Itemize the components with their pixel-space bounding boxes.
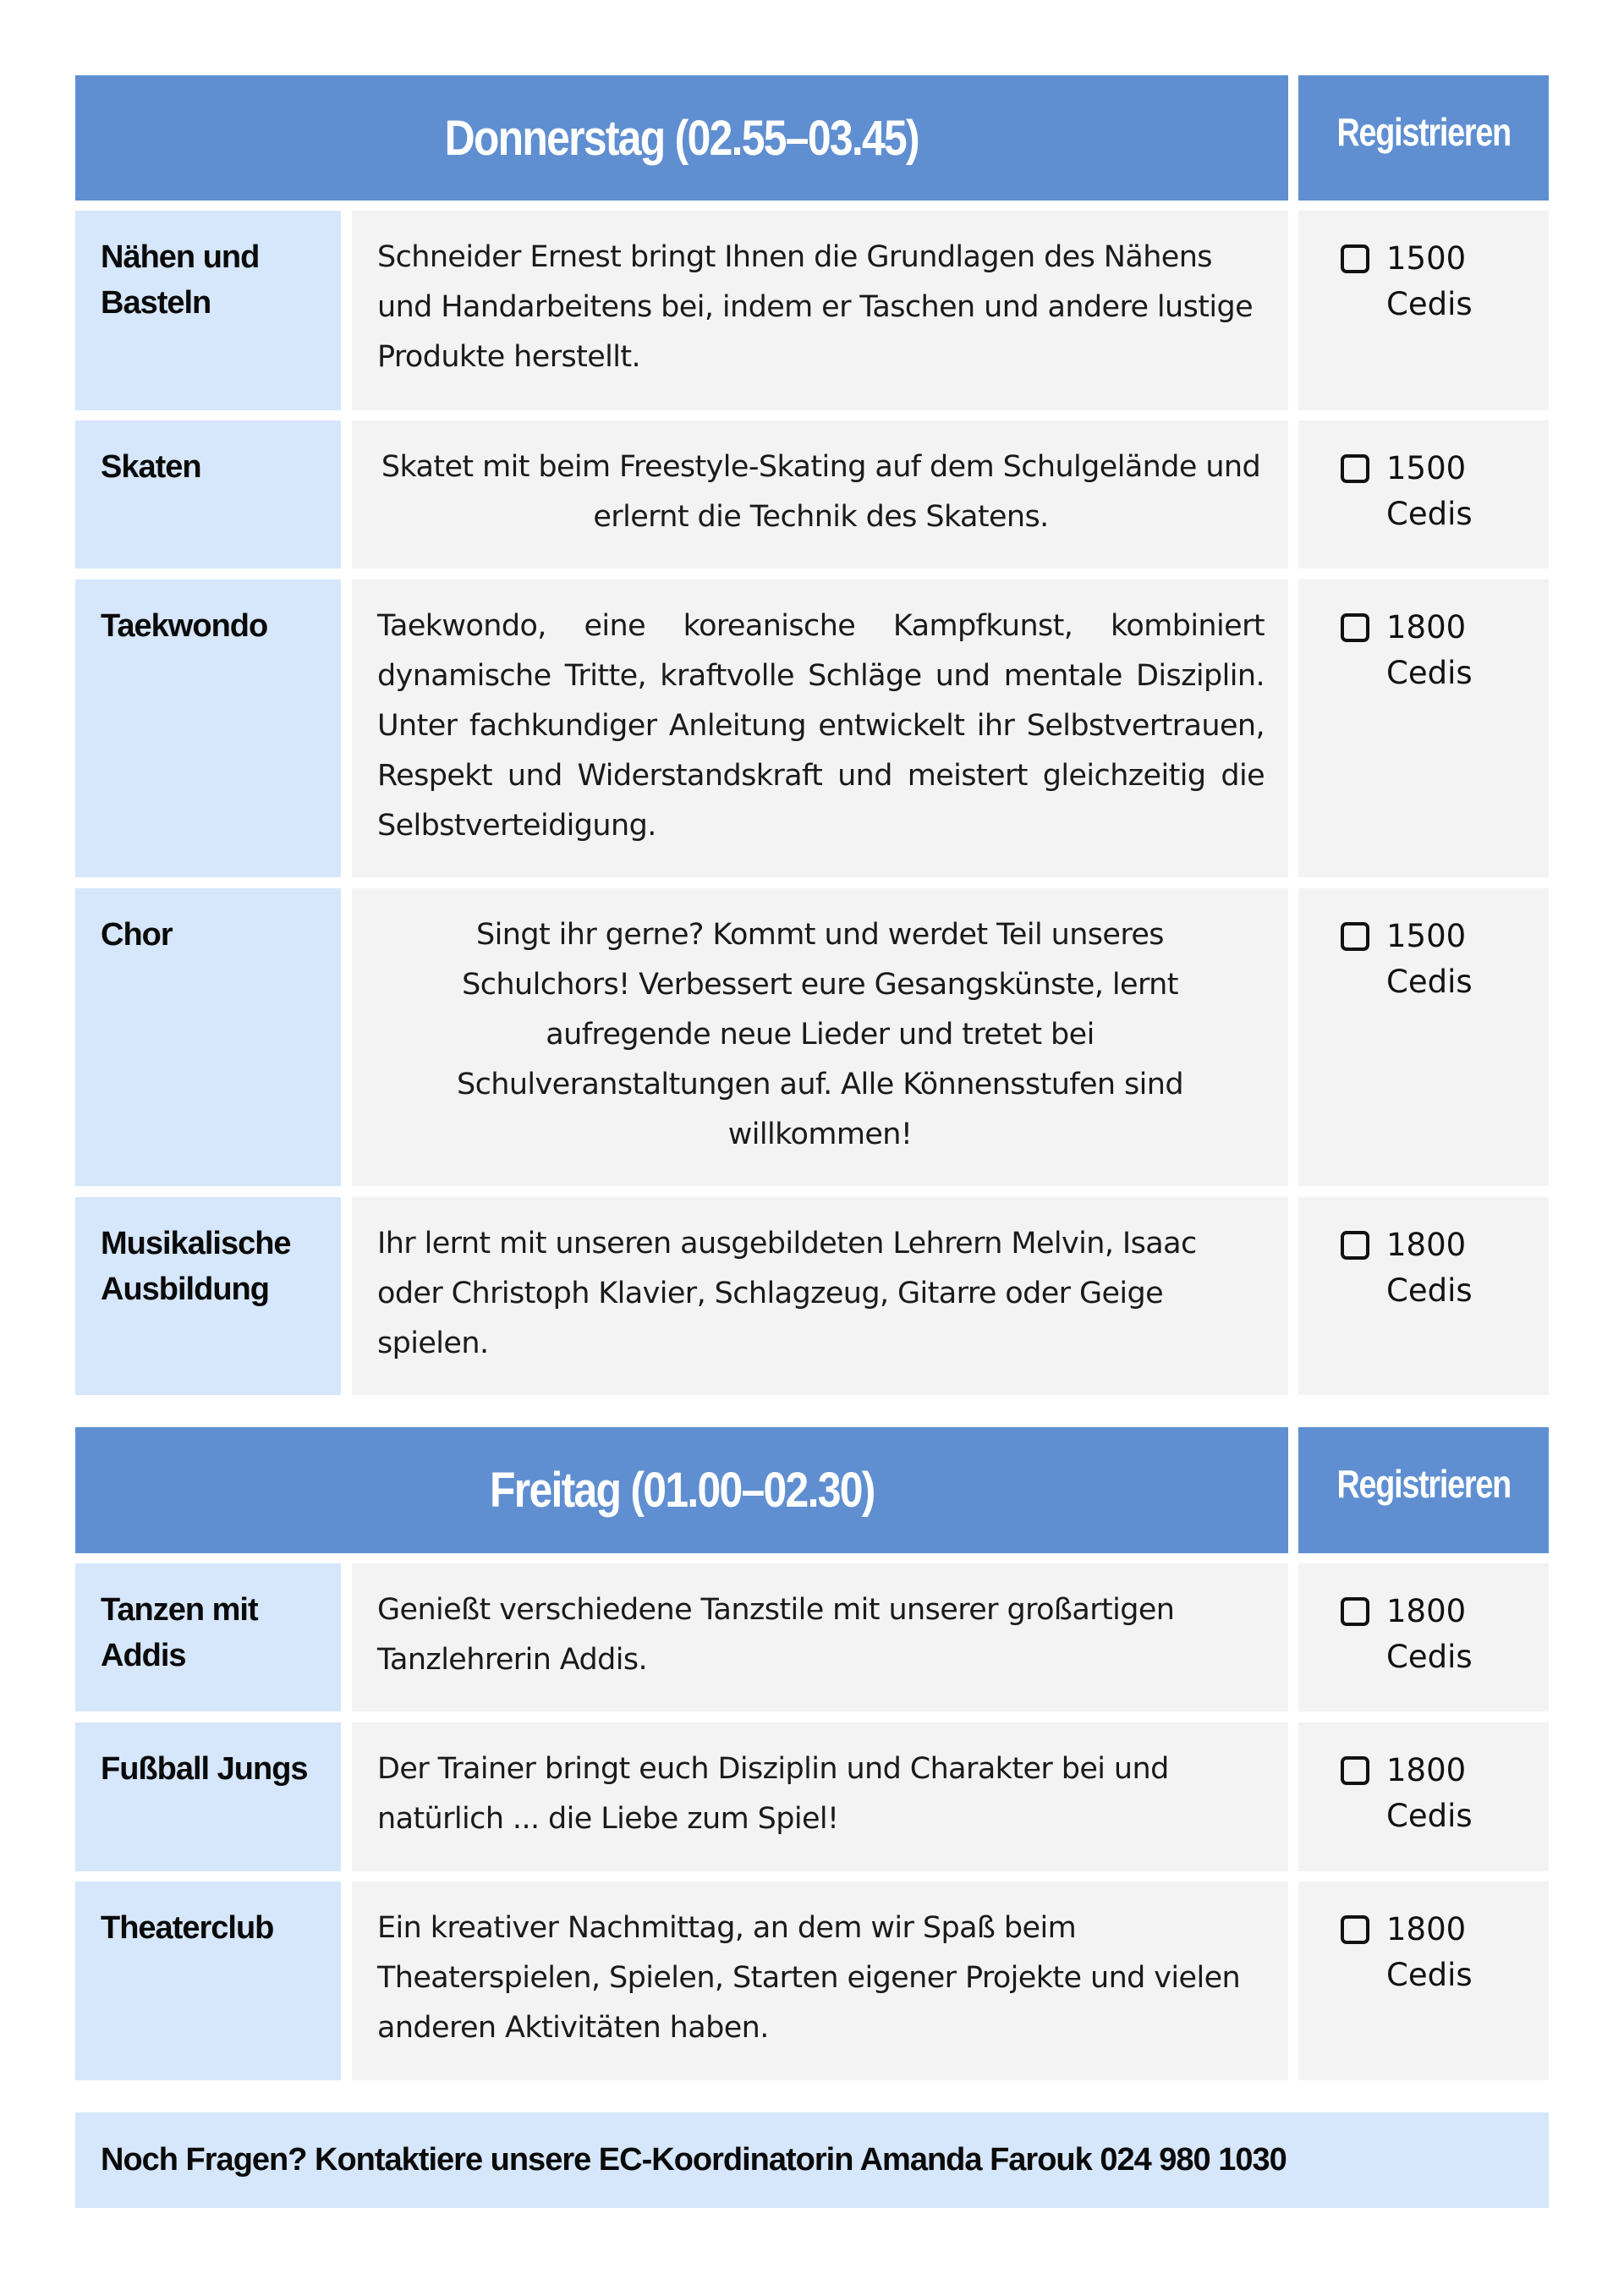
register-cell	[1298, 1197, 1549, 1395]
register-column-label: Registrieren	[1336, 1462, 1511, 1506]
activity-name: Taekwondo	[75, 579, 341, 877]
register-checkbox[interactable]	[1341, 613, 1369, 642]
price	[1386, 605, 1473, 696]
activity-description: Singt ihr gerne? Kommt und werdet Teil unseres Schulchors! Verbessert eure Gesangskünste, lernt aufregende neue Lieder und tretet bei Schulveranstaltungen auf. Alle Könnensstufen sind willkommen!	[352, 888, 1288, 1186]
activity-name: Fußball Jungs	[75, 1722, 341, 1871]
register-checkbox[interactable]	[1341, 1231, 1369, 1260]
price-currency: Cedis	[1386, 286, 1473, 322]
register-cell	[1298, 211, 1549, 410]
activity-name: Theaterclub	[75, 1881, 341, 2080]
price-amount: 1500	[1386, 918, 1467, 954]
register-checkbox[interactable]	[1341, 454, 1369, 483]
activity-description: Taekwondo, eine koreanische Kampfkunst, kombiniert dynamische Tritte, kraftvolle Schläge und mentale Disziplin. Unter fachkundiger Anleitung entwickelt ihr Selbstvertrauen, Respekt und Widerstandskraft und meistert gleichzeitig die Selbstverteidigung.	[352, 579, 1288, 877]
friday-register-header	[1298, 1427, 1549, 1553]
register-checkbox[interactable]	[1341, 1756, 1369, 1785]
price-currency: Cedis	[1386, 496, 1473, 532]
price-amount: 1800	[1386, 609, 1467, 645]
price	[1386, 1222, 1473, 1314]
price-currency: Cedis	[1386, 1639, 1473, 1675]
register-cell	[1298, 579, 1549, 877]
price-currency: Cedis	[1386, 655, 1473, 691]
price-amount: 1500	[1386, 240, 1467, 277]
thursday-header	[75, 75, 1288, 200]
register-checkbox[interactable]	[1341, 1915, 1369, 1944]
register-checkbox[interactable]	[1341, 922, 1369, 951]
section-title: Donnerstag (02.55–03.45)	[444, 110, 919, 166]
activity-description: Genießt verschiedene Tanzstile mit unserer großartigen Tanzlehrerin Addis.	[352, 1563, 1288, 1711]
price-amount: 1800	[1386, 1911, 1467, 1947]
register-cell	[1298, 420, 1549, 569]
register-cell	[1298, 1563, 1549, 1711]
activity-name: Chor	[75, 888, 341, 1186]
price-amount: 1500	[1386, 450, 1467, 486]
register-cell	[1298, 888, 1549, 1186]
price	[1386, 1589, 1473, 1680]
price-currency: Cedis	[1386, 964, 1473, 1000]
activity-name: Musikalische Ausbildung	[75, 1197, 341, 1395]
price-amount: 1800	[1386, 1227, 1467, 1263]
activity-name: Skaten	[75, 420, 341, 569]
activity-name: Tanzen mit Addis	[75, 1563, 341, 1711]
price-amount: 1800	[1386, 1752, 1467, 1788]
register-checkbox[interactable]	[1341, 1597, 1369, 1626]
activity-description: Ein kreativer Nachmittag, an dem wir Spaß beim Theaterspielen, Spielen, Starten eigener Projekte und vielen anderen Aktivitäten haben.	[352, 1881, 1288, 2080]
friday-header	[75, 1427, 1288, 1553]
activity-description: Schneider Ernest bringt Ihnen die Grundlagen des Nähens und Handarbeitens bei, indem er Taschen und andere lustige Produkte herstellt.	[352, 211, 1288, 410]
contact-footer	[75, 2112, 1549, 2208]
activity-description: Ihr lernt mit unseren ausgebildeten Lehrern Melvin, Isaac oder Christoph Klavier, Schlagzeug, Gitarre oder Geige spielen.	[352, 1197, 1288, 1395]
contact-text: Noch Fragen? Kontaktiere unsere EC-Koordinatorin Amanda Farouk 024 980 1030	[101, 2142, 1287, 2178]
price	[1386, 446, 1473, 537]
price	[1386, 1748, 1473, 1839]
price-currency: Cedis	[1386, 1798, 1473, 1834]
register-cell	[1298, 1881, 1549, 2080]
price-currency: Cedis	[1386, 1272, 1473, 1309]
register-column-label: Registrieren	[1336, 110, 1511, 154]
section-title: Freitag (01.00–02.30)	[489, 1463, 875, 1518]
register-checkbox[interactable]	[1341, 244, 1369, 273]
register-cell	[1298, 1722, 1549, 1871]
activity-name: Nähen und Basteln	[75, 211, 341, 410]
price	[1386, 236, 1473, 327]
activity-description: Der Trainer bringt euch Disziplin und Charakter bei und natürlich ... die Liebe zum Spiel!	[352, 1722, 1288, 1871]
price-currency: Cedis	[1386, 1957, 1473, 1993]
price-amount: 1800	[1386, 1593, 1467, 1629]
price	[1386, 914, 1473, 1005]
price	[1386, 1907, 1473, 1998]
thursday-register-header	[1298, 75, 1549, 200]
activity-description: Skatet mit beim Freestyle-Skating auf dem Schulgelände und erlernt die Technik des Skatens.	[352, 420, 1288, 569]
